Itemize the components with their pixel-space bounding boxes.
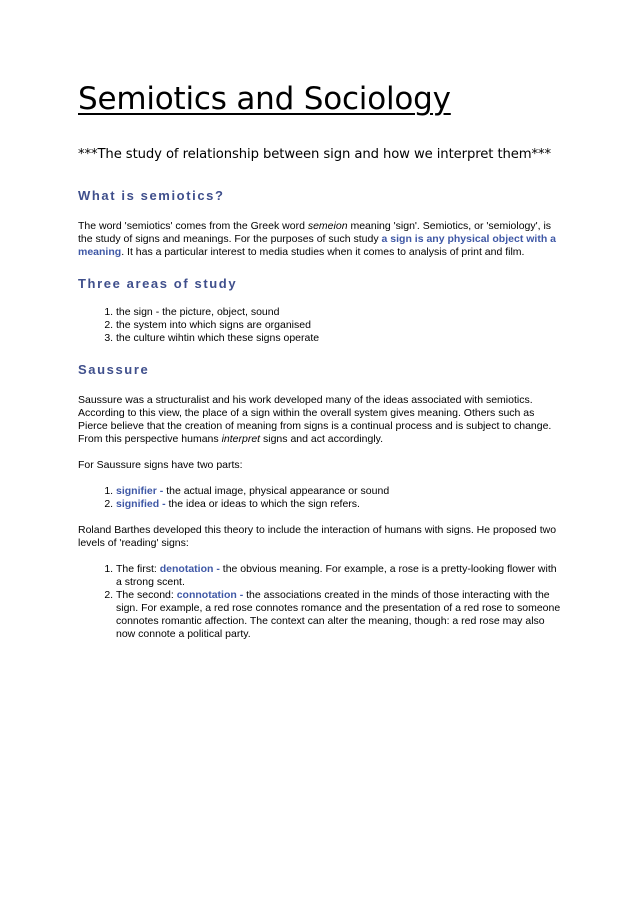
subtitle: ***The study of relationship between sign and how we interpret them***	[78, 147, 552, 162]
term-definition: the idea or ideas to which the sign refers.	[168, 498, 360, 510]
term-dash: -	[213, 563, 223, 575]
term-signified: signified	[116, 498, 160, 510]
term-connotation: connotation	[176, 589, 237, 601]
heading-three-areas: Three areas of study	[78, 276, 238, 291]
areas-list	[78, 306, 562, 345]
list-item	[116, 563, 562, 589]
list-item	[116, 589, 562, 641]
document-page	[78, 80, 562, 641]
text-run: Saussure was a structuralist and his work developed many of the ideas associated with semiotics. According to this view, the place of a sign within the overall system gives meaning. Others such as Pierce believe that the creation of meaning from signs is a continual process and is subject to change. From this perspective humans	[78, 394, 552, 445]
level-prefix: The first:	[116, 563, 160, 575]
paragraph-what-is-semiotics	[78, 220, 562, 259]
italic-term-semeion: semeion	[307, 220, 348, 232]
heading-what-is-semiotics: What is semiotics?	[78, 188, 225, 203]
term-dash: -	[156, 485, 167, 497]
list-item	[116, 498, 562, 511]
italic-term-interpret: interpret	[221, 433, 261, 445]
text-run: The word 'semiotics' comes from the Greek word	[78, 220, 308, 232]
text-run: . It has a particular interest to media studies when it comes to analysis of print and film.	[121, 246, 525, 258]
term-definition: the obvious meaning. For example, a rose is a pretty-looking flower with a strong scent.	[116, 563, 557, 588]
term-definition: the associations created in the minds of those interacting with the sign. For example, a red rose connotes romance and the presentation of a red rose to someone connotes romantic affection. The context can alter the meaning, though: a red rose may also now connote a political party.	[116, 589, 561, 640]
paragraph-saussure	[78, 394, 562, 446]
paragraph-two-parts: For Saussure signs have two parts:	[78, 459, 243, 471]
reading-levels-list	[78, 563, 562, 641]
heading-saussure: Saussure	[78, 362, 150, 377]
term-dash: -	[236, 589, 247, 601]
text-run: signs and act accordingly.	[260, 433, 384, 445]
list-item: 2. the system into which signs are organised	[116, 319, 562, 332]
term-signifier: signifier	[116, 485, 157, 497]
list-item	[116, 485, 562, 498]
term-denotation: denotation	[159, 563, 214, 575]
sign-parts-list	[78, 485, 562, 511]
text-run: meaning 'sign'. Semiotics, or 'semiology', is the study of signs and meanings. For the purposes of such study	[78, 220, 552, 245]
page-title: Semiotics and Sociology	[78, 81, 451, 117]
highlight-sign-definition: a sign is any physical object with a meaning	[78, 233, 556, 258]
list-item: 3. the culture wihtin which these signs operate	[116, 332, 562, 345]
term-definition: the actual image, physical appearance or sound	[166, 485, 390, 497]
paragraph-barthes: Roland Barthes developed this theory to include the interaction of humans with signs. He proposed two levels of 'reading' signs:	[78, 524, 557, 549]
level-prefix: The second:	[116, 589, 177, 601]
term-dash: -	[159, 498, 169, 510]
list-item: 1. the sign - the picture, object, sound	[116, 306, 562, 319]
